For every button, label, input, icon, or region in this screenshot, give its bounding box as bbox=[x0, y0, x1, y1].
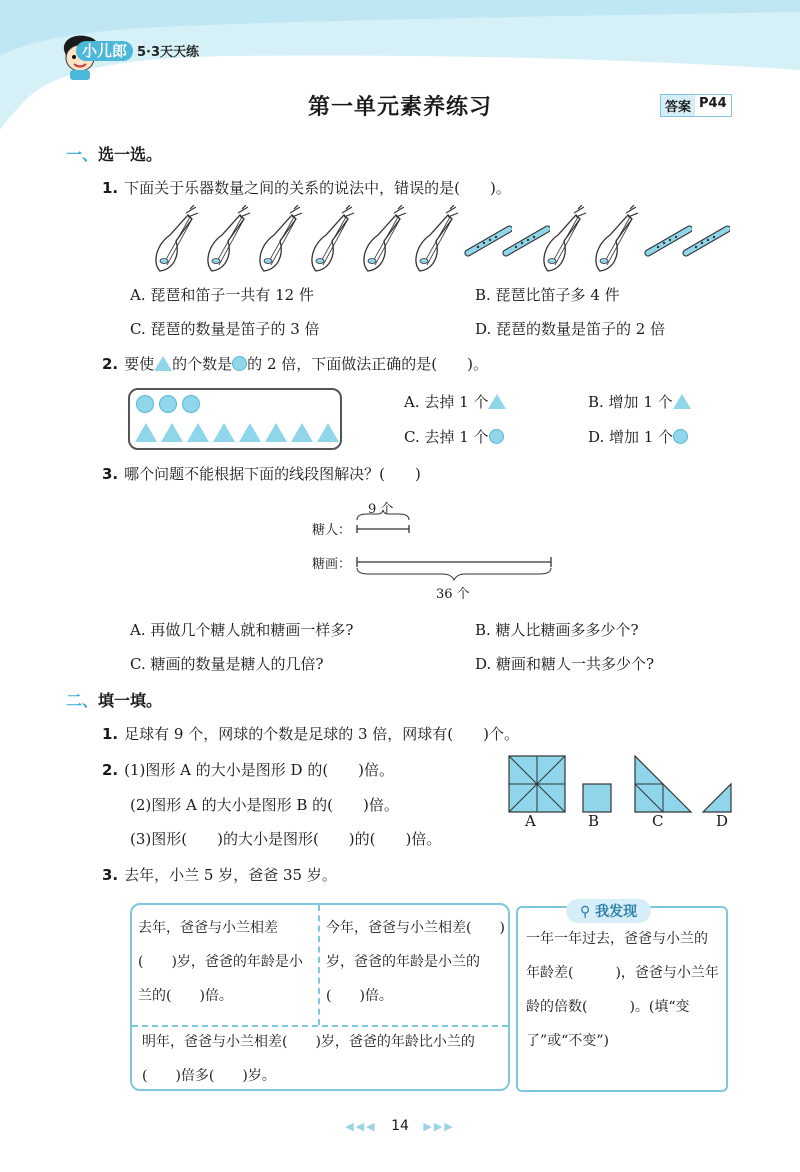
answer-ref bbox=[660, 94, 732, 117]
brand-name: 小儿郎 bbox=[76, 41, 133, 61]
question-text-part: 的个数是 bbox=[172, 355, 233, 373]
circle-icon bbox=[489, 429, 504, 444]
option-1-2-d[interactable] bbox=[588, 426, 688, 447]
series-name: 5·3天天练 bbox=[137, 45, 200, 60]
circle-icon bbox=[182, 395, 200, 413]
page-title: 第一单元素养练习 bbox=[307, 95, 492, 120]
page-number: 14 bbox=[391, 1118, 409, 1134]
question-1-2 bbox=[102, 353, 488, 374]
magnifier-icon: ⚲ bbox=[580, 904, 596, 920]
option-1-3-a[interactable]: A. 再做几个糖人就和糖画一样多? bbox=[130, 621, 354, 639]
segment-row-2-label: 糖画： bbox=[312, 557, 352, 572]
option-1-1-a[interactable]: A. 琵琶和笛子一共有 12 件 bbox=[130, 286, 314, 304]
brand bbox=[76, 40, 199, 61]
pipa-icon bbox=[358, 205, 408, 277]
pipa-icon bbox=[538, 205, 588, 277]
circle-icon bbox=[232, 356, 247, 371]
shape-label-b: B bbox=[588, 812, 600, 830]
question-text: 下面关于乐器数量之间的关系的说法中，错误的是( )。 bbox=[124, 179, 511, 197]
question-line-1: (1)图形 A 的大小是图形 D 的( )倍。 bbox=[124, 761, 395, 779]
circle-icon bbox=[159, 395, 177, 413]
segment-label-bottom: 36 个 bbox=[436, 587, 470, 602]
pipa-icon bbox=[202, 205, 252, 277]
triangle-icon bbox=[239, 423, 261, 442]
question-2-2 bbox=[102, 759, 394, 780]
section-2-title bbox=[66, 688, 162, 711]
question-text-part: 的 2 倍，下面做法正确的是( )。 bbox=[247, 355, 488, 373]
question-number: 1. bbox=[102, 725, 119, 743]
pipa-icon bbox=[410, 205, 460, 277]
flute-icon bbox=[680, 205, 730, 277]
left-arrows-icon: ◀◀◀ bbox=[345, 1120, 377, 1133]
shape-label-c: C bbox=[652, 812, 664, 830]
discovery-text: 一年一年过去，爸爸与小兰的年龄差( )，爸爸与小兰年龄的倍数( )。(填“变了”或“不变”) bbox=[526, 931, 719, 1049]
section-1-title bbox=[66, 142, 162, 165]
pipa-icon bbox=[306, 205, 356, 277]
option-1-1-b[interactable]: B. 琵琶比笛子多 4 件 bbox=[475, 286, 620, 304]
triangle-row bbox=[135, 423, 339, 442]
pipa-icon bbox=[590, 205, 640, 277]
question-number: 3. bbox=[102, 465, 119, 483]
option-1-2-c[interactable] bbox=[404, 426, 504, 447]
discovery-title bbox=[566, 899, 651, 923]
page-footer bbox=[0, 1118, 800, 1134]
triangle-icon bbox=[673, 394, 691, 409]
shape-label-a: A bbox=[525, 812, 536, 830]
question-number: 3. bbox=[102, 866, 119, 884]
triangle-icon bbox=[161, 423, 183, 442]
triangle-icon bbox=[265, 423, 287, 442]
option-label: B. 增加 1 个 bbox=[588, 393, 673, 411]
option-label: C. 去掉 1 个 bbox=[404, 428, 489, 446]
discovery-title-text: 我发现 bbox=[595, 904, 638, 920]
question-1-1 bbox=[102, 177, 511, 198]
question-text: 哪个问题不能根据下面的线段图解决？( ) bbox=[124, 465, 421, 483]
section-2-label: 填一填。 bbox=[98, 691, 163, 710]
segment-label-top: 9 个 bbox=[368, 502, 394, 517]
instrument-row bbox=[150, 205, 720, 277]
circle-icon bbox=[673, 429, 688, 444]
triangle-icon bbox=[317, 423, 339, 442]
discovery-box bbox=[516, 906, 728, 1092]
section-1-number: 一、 bbox=[66, 145, 99, 164]
question-2-2-line-2: (2)图形 A 的大小是图形 B 的( )倍。 bbox=[130, 796, 399, 814]
option-1-3-d[interactable]: D. 糖画和糖人一共多少个? bbox=[475, 655, 655, 673]
triangle-icon bbox=[488, 394, 506, 409]
question-number: 2. bbox=[102, 761, 119, 779]
circle-row bbox=[136, 395, 200, 413]
question-number: 2. bbox=[102, 355, 119, 373]
pipa-icon bbox=[150, 205, 200, 277]
section-2-number: 二、 bbox=[66, 691, 99, 710]
segment-row-1-label: 糖人： bbox=[312, 523, 352, 538]
triangle-icon bbox=[187, 423, 209, 442]
section-1-label: 选一选。 bbox=[98, 145, 163, 164]
right-arrows-icon: ▶▶▶ bbox=[423, 1120, 455, 1133]
figure-shapes bbox=[505, 752, 745, 838]
triangle-icon bbox=[154, 356, 172, 371]
option-1-3-c[interactable]: C. 糖画的数量是糖人的几倍? bbox=[130, 655, 324, 673]
circle-icon bbox=[136, 395, 154, 413]
option-label: A. 去掉 1 个 bbox=[404, 393, 489, 411]
answer-page: P44 bbox=[699, 96, 727, 111]
option-1-3-b[interactable]: B. 糖人比糖画多多少个? bbox=[475, 621, 639, 639]
question-1-3 bbox=[102, 463, 421, 484]
option-1-2-b[interactable] bbox=[588, 391, 691, 412]
question-text-part: 要使 bbox=[124, 355, 155, 373]
table-cell-this-year: 今年，爸爸与小兰相差( )岁，爸爸的年龄是小兰的( )倍。 bbox=[326, 920, 505, 1004]
answer-label: 答案 bbox=[661, 95, 695, 116]
table-cell-last-year: 去年，爸爸与小兰相差( )岁，爸爸的年龄是小兰的( )倍。 bbox=[138, 920, 303, 1004]
option-1-1-c[interactable]: C. 琵琶的数量是笛子的 3 倍 bbox=[130, 320, 320, 338]
triangle-icon bbox=[213, 423, 235, 442]
question-2-2-line-3: (3)图形( )的大小是图形( )的( )倍。 bbox=[130, 830, 442, 848]
pipa-icon bbox=[254, 205, 304, 277]
question-2-1 bbox=[102, 723, 519, 744]
triangle-icon bbox=[291, 423, 313, 442]
question-text: 足球有 9 个，网球的个数是足球的 3 倍，网球有( )个。 bbox=[124, 725, 520, 743]
option-1-1-d[interactable]: D. 琵琶的数量是笛子的 2 倍 bbox=[475, 320, 666, 338]
age-table bbox=[130, 903, 510, 1091]
option-1-2-a[interactable] bbox=[404, 391, 506, 412]
question-number: 1. bbox=[102, 179, 119, 197]
shape-group-box bbox=[128, 388, 342, 450]
triangle-icon bbox=[135, 423, 157, 442]
table-divider-v bbox=[318, 905, 320, 1025]
table-cell-next-year: 明年，爸爸与小兰相差( )岁，爸爸的年龄比小兰的( )倍多( )岁。 bbox=[142, 1034, 475, 1084]
question-text: 去年，小兰 5 岁，爸爸 35 岁。 bbox=[124, 866, 337, 884]
question-2-3 bbox=[102, 864, 337, 885]
segment-diagram bbox=[355, 510, 555, 582]
shape-label-d: D bbox=[716, 812, 729, 830]
option-label: D. 增加 1 个 bbox=[588, 428, 674, 446]
